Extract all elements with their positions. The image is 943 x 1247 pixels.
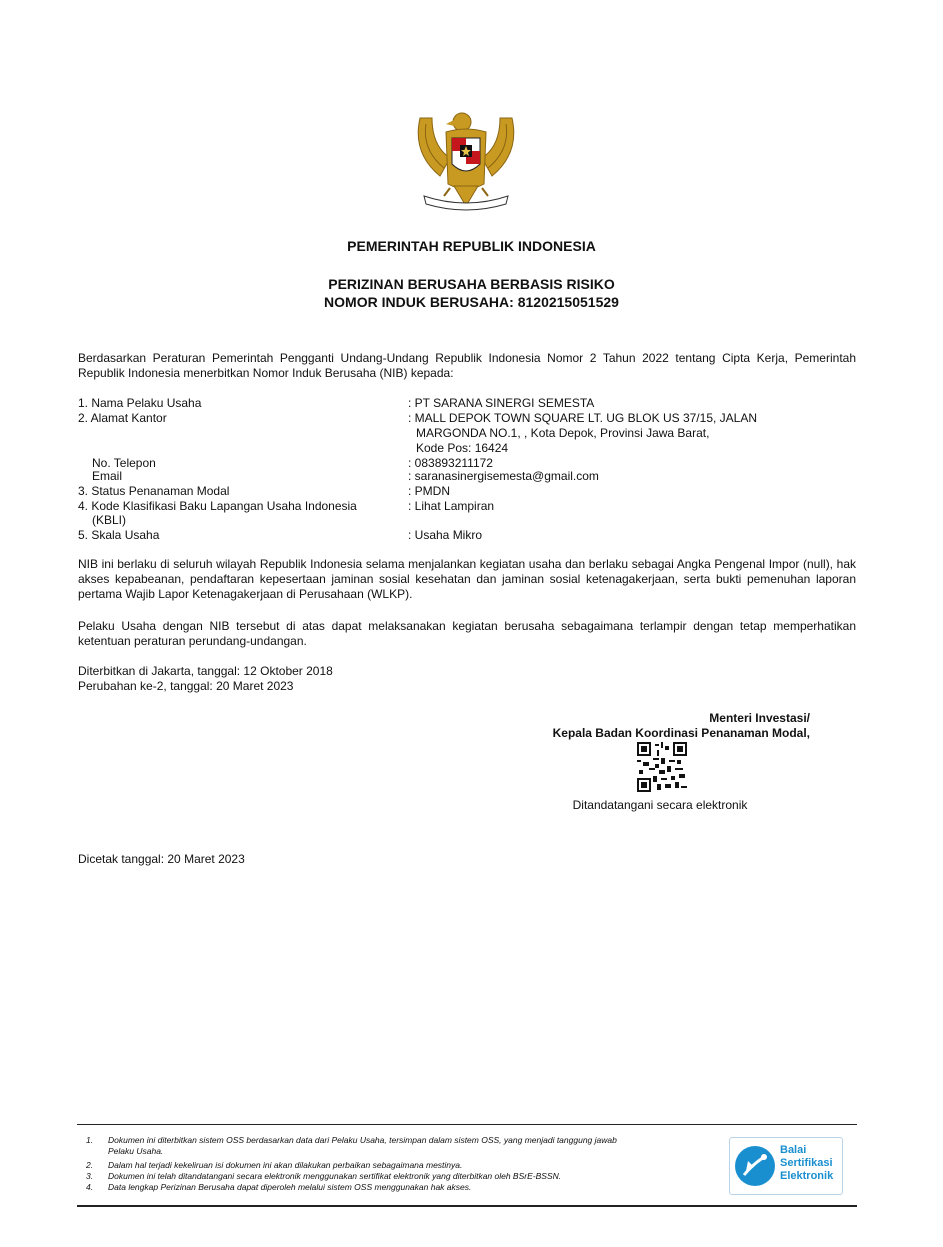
- signatory-title-2: Kepala Badan Koordinasi Penanaman Modal,: [552, 726, 810, 740]
- field-value: : Lihat Lampiran: [408, 499, 495, 513]
- nib-validity-paragraph: NIB ini berlaku di seluruh wilayah Republik Indonesia selama menjalankan kegiatan usaha dan berlaku sebagai Angka Pengenal Impor (null), hak akses kepabeanan, pendaftaran kepesertaan jaminan sosial kesehatan dan jaminan sosial ketenagakerjaan, serta bukti pemenuhan laporan pertama Wajib Lapor Ketenagakerjaan di Perusahaan (WLKP).: [78, 557, 856, 601]
- field-label: No. Telepon: [92, 456, 156, 470]
- nib-number: NOMOR INDUK BERUSAHA: 8120215051529: [324, 294, 619, 310]
- signatory-title-1: Menteri Investasi/: [709, 711, 810, 725]
- bsre-line-2: Sertifikasi: [780, 1157, 833, 1169]
- field-value: : PT SARANA SINERGI SEMESTA: [408, 396, 595, 410]
- bsre-line-1: Balai: [780, 1144, 807, 1156]
- intro-paragraph: Berdasarkan Peraturan Pemerintah Pengganti Undang-Undang Republik Indonesia Nomor 2 Tahun 2022 tentang Cipta Kerja, Pemerintah Republik Indonesia menerbitkan Nomor Induk Berusaha (NIB) kepada:: [78, 351, 856, 380]
- bsre-emblem-icon: [734, 1145, 776, 1187]
- field-value: : 083893211172: [408, 456, 493, 470]
- electronic-signature-note: Ditandatangani secara elektronik: [572, 798, 748, 812]
- printed-date: Dicetak tanggal: 20 Maret 2023: [78, 852, 245, 866]
- field-value: : MALL DEPOK TOWN SQUARE LT. UG BLOK US 37/15, JALAN: [408, 411, 758, 425]
- field-label: 5. Skala Usaha: [78, 528, 160, 542]
- government-heading: PEMERINTAH REPUBLIK INDONESIA: [347, 238, 596, 254]
- field-label: 2. Alamat Kantor: [78, 411, 167, 425]
- bsre-line-3: Elektronik: [780, 1170, 834, 1182]
- field-value: Kode Pos: 16424: [416, 441, 509, 455]
- footer-notes-box: 1. Dokumen ini diterbitkan sistem OSS berdasarkan data dari Pelaku Usaha, tersimpan dalam sistem OSS, yang menjadi tanggung jawab Pelaku Usaha. 2. Dalam hal terjadi kekeliruan isi dokumen ini akan dilakukan perbaikan sebagaimana mestinya. 3. Dokumen ini telah ditandatangani secara elektronik menggunakan sertifikat elektronik yang diterbitkan oleh BSrE-BSSN. 4. Data lengkap Perizinan Berusaha dapat diperoleh melalui sistem OSS menggunakan hak akses. Balai Sertifikasi Elektronik: [77, 1124, 857, 1207]
- business-actor-paragraph: Pelaku Usaha dengan NIB tersebut di atas dapat melaksanakan kegiatan berusaha sebagaimana terlampir dengan tetap memperhatikan ketentuan peraturan perundang-undangan.: [78, 619, 856, 648]
- field-label: 4. Kode Klasifikasi Baku Lapangan Usaha Indonesia: [78, 499, 357, 513]
- qr-code-icon: [637, 742, 687, 792]
- document-title: PERIZINAN BERUSAHA BERBASIS RISIKO: [328, 276, 615, 292]
- field-label: 1. Nama Pelaku Usaha: [78, 396, 202, 410]
- field-label: 3. Status Penanaman Modal: [78, 484, 230, 498]
- bsre-logo: [729, 1137, 843, 1195]
- field-value: MARGONDA NO.1, , Kota Depok, Provinsi Jawa Barat,: [416, 426, 710, 440]
- field-value: : Usaha Mikro: [408, 528, 483, 542]
- field-label: (KBLI): [92, 513, 127, 527]
- field-label: Email: [92, 469, 123, 483]
- issued-date: Diterbitkan di Jakarta, tanggal: 12 Oktober 2018: [78, 664, 333, 678]
- garuda-emblem-icon: [410, 98, 522, 218]
- field-value: : saranasinergisemesta@gmail.com: [408, 469, 599, 483]
- changed-date: Perubahan ke-2, tanggal: 20 Maret 2023: [78, 679, 294, 693]
- field-value: : PMDN: [408, 484, 450, 498]
